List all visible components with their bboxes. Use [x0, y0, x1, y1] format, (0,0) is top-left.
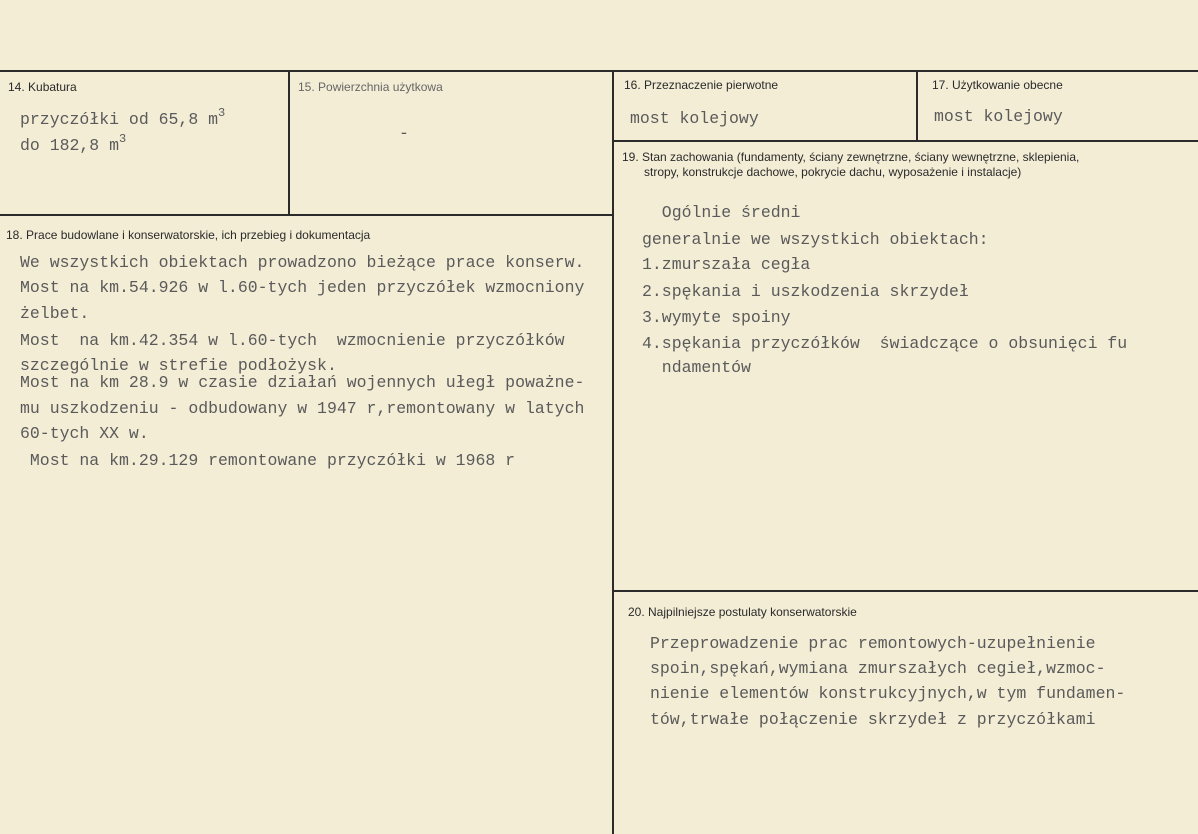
field18-line: Most na km.42.354 w l.60-tych wzmocnienie przyczółków — [20, 331, 565, 350]
field19-line: 3.wymyte spoiny — [642, 308, 791, 327]
divider-16-17 — [916, 70, 918, 142]
rule-above-field20 — [614, 590, 1198, 592]
field18-line: Most na km.29.129 remontowane przyczółki w 1968 r — [20, 451, 516, 470]
field19-label-line2: stropy, konstrukcje dachowe, pokrycie dachu, wyposażenie i instalacje) — [644, 165, 1022, 179]
field17-value: most kolejowy — [934, 107, 1063, 126]
top-rule — [0, 70, 1198, 72]
field19-line: 2.spękania i uszkodzenia skrzydeł — [642, 282, 969, 301]
field19-line: 4.spękania przyczółków świadczące o obsunięci fu — [642, 334, 1128, 353]
rule-under-row1-left — [0, 214, 614, 216]
field14-label: 14. Kubatura — [8, 80, 77, 94]
field20-line: nienie elementów konstrukcyjnych,w tym fundamen- — [650, 684, 1126, 703]
field18-line: szczególnie w strefie podłożysk. — [20, 356, 337, 375]
field19-line: generalnie we wszystkich obiektach: — [642, 230, 989, 249]
field18-line: żelbet. — [20, 304, 90, 323]
field18-line: mu uszkodzeniu - odbudowany w 1947 r,remontowany w latych — [20, 399, 585, 418]
field14-value-text1: przyczółki od 65,8 m — [20, 110, 219, 129]
field16-value: most kolejowy — [630, 109, 759, 128]
field19-line: ndamentów — [642, 358, 751, 377]
field18-line: 60-tych XX w. — [20, 424, 149, 443]
field17-label: 17. Użytkowanie obecne — [932, 78, 1063, 92]
field15-value: - — [399, 124, 409, 143]
field20-line: tów,trwałe połączenie skrzydeł z przyczółkami — [650, 710, 1096, 729]
field18-line: We wszystkich obiektach prowadzono bieżące prace konserw. — [20, 253, 585, 272]
field19-label-line1: 19. Stan zachowania (fundamenty, ściany zewnętrzne, ściany wewnętrzne, sklepienia, — [622, 150, 1080, 164]
field20-line: spoin,spękań,wymiana zmurszałych cegieł,wzmoc- — [650, 659, 1106, 678]
rule-under-row1-right — [614, 140, 1198, 142]
field19-line: Ogólnie średni — [642, 203, 801, 222]
field19-line: 1.zmurszała cegła — [642, 255, 811, 274]
field18-line: Most na km 28.9 w czasie działań wojennych ułegł poważne- — [20, 373, 585, 392]
field14-value-sup1: 3 — [218, 106, 226, 120]
field18-label: 18. Prace budowlane i konserwatorskie, ich przebieg i dokumentacja — [6, 228, 371, 242]
divider-main — [612, 70, 614, 834]
field15-label: 15. Powierzchnia użytkowa — [298, 80, 443, 94]
field16-label: 16. Przeznaczenie pierwotne — [624, 78, 779, 92]
field18-line: Most na km.54.926 w l.60-tych jeden przyczółek wzmocniony — [20, 278, 585, 297]
field14-value-sup2: 3 — [119, 132, 127, 146]
field20-label: 20. Najpilniejsze postulaty konserwatorskie — [628, 605, 857, 619]
divider-14-15 — [288, 70, 290, 216]
field14-value-text2: do 182,8 m — [20, 136, 120, 155]
field20-line: Przeprowadzenie prac remontowych-uzupełnienie — [650, 634, 1096, 653]
field14-value-line2 — [20, 127, 126, 158]
